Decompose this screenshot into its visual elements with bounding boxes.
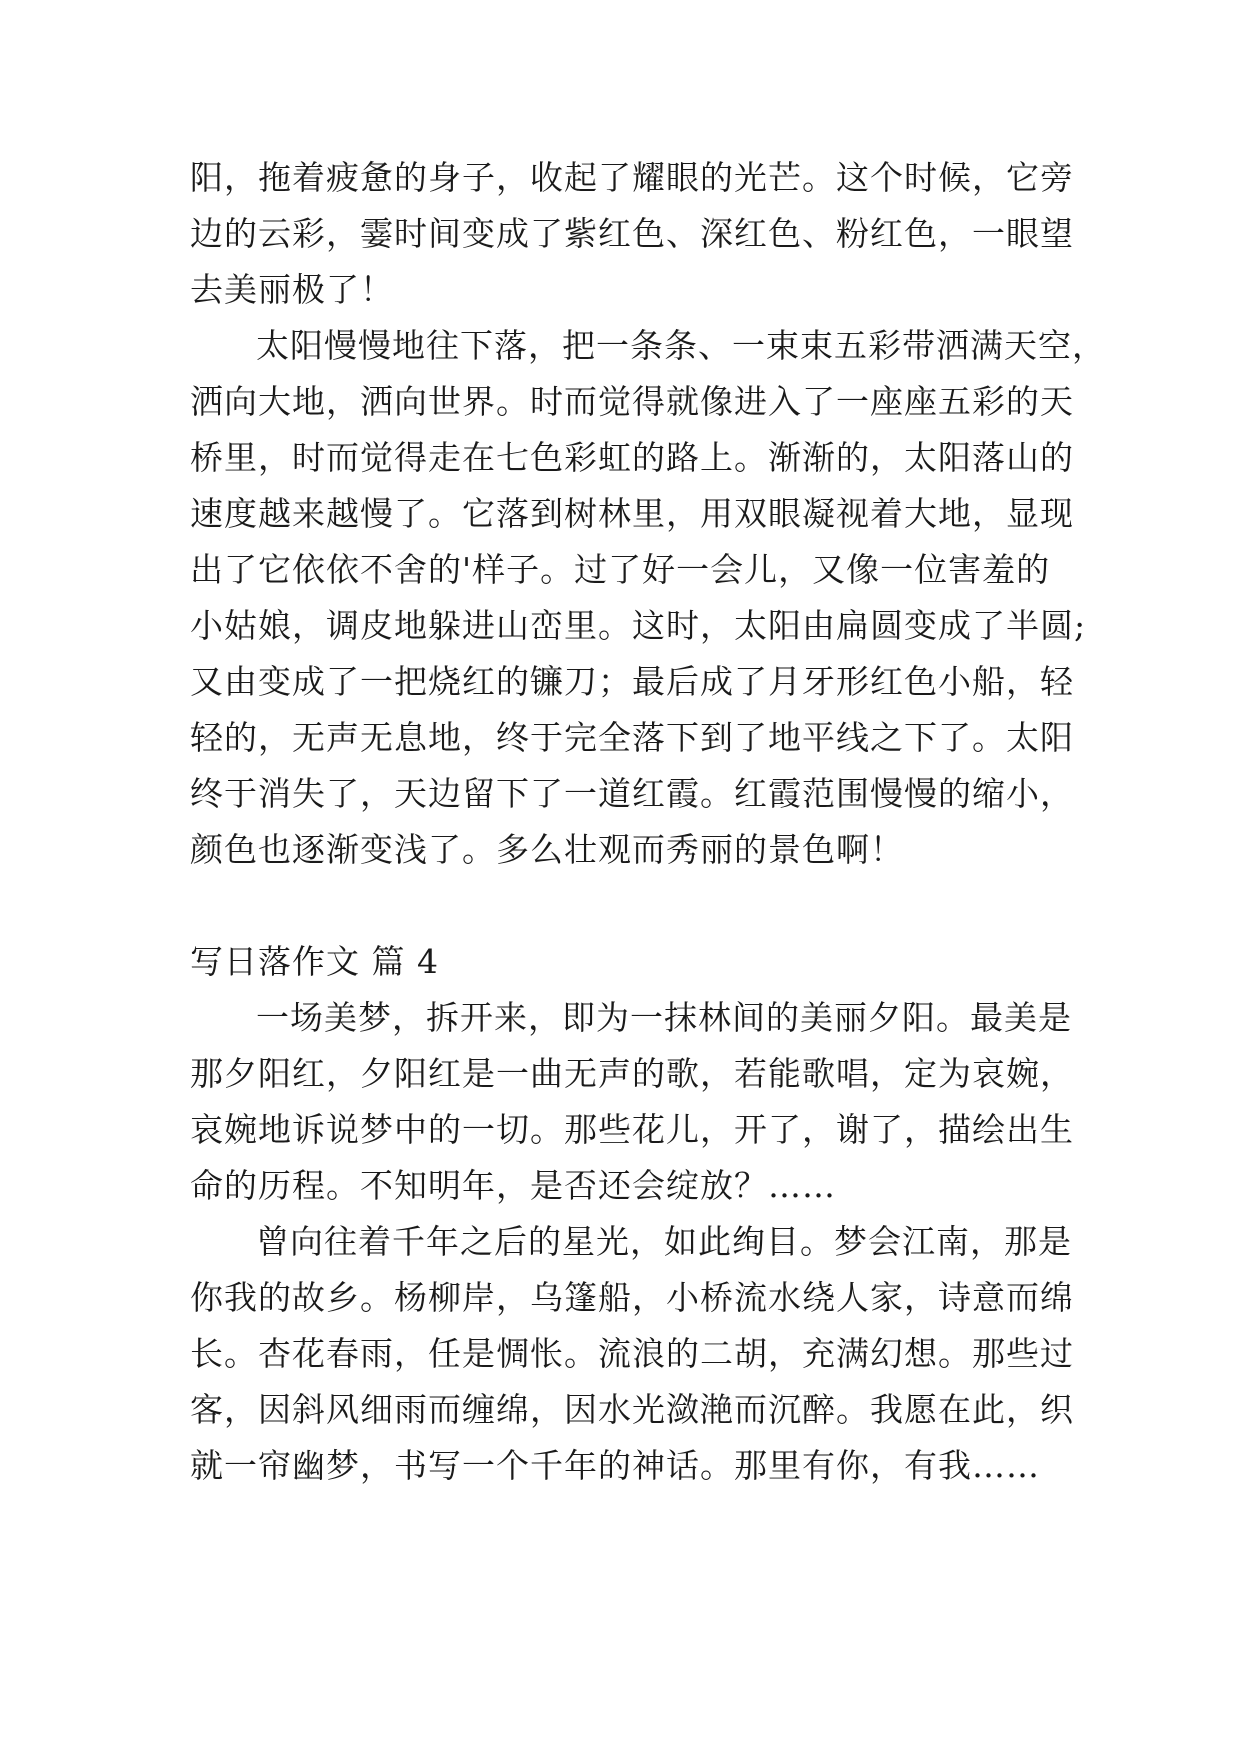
paragraph-sun-setting xyxy=(190,318,1106,878)
text-line: 曾向往着千年之后的星光，如此绚目。梦会江南，那是 xyxy=(256,1222,1072,1261)
paragraph-dream-sunset xyxy=(190,990,1074,1214)
text-line: 轻的，无声无息地，终于完全落下到了地平线之下了。太阳 xyxy=(190,718,1074,757)
text-line: 小姑娘，调皮地躲进山峦里。这时，太阳由扁圆变成了半圆; xyxy=(190,606,1087,645)
text-line: 又由变成了一把烧红的镰刀；最后成了月牙形红色小船，轻 xyxy=(190,662,1074,701)
text-line: 边的云彩，霎时间变成了紫红色、深红色、粉红色，一眼望 xyxy=(190,214,1074,253)
text-line: 速度越来越慢了。它落到树林里，用双眼凝视着大地，显现 xyxy=(190,494,1074,533)
text-line: 命的历程。不知明年，是否还会绽放？…… xyxy=(190,1166,836,1205)
text-line: 哀婉地诉说梦中的一切。那些花儿，开了，谢了，描绘出生 xyxy=(190,1110,1074,1149)
text-line: 颜色也逐渐变浅了。多么壮观而秀丽的景色啊！ xyxy=(190,830,904,869)
document-page xyxy=(190,150,1106,1494)
text-line: 桥里，时而觉得走在七色彩虹的路上。渐渐的，太阳落山的 xyxy=(190,438,1074,477)
text-line: 去美丽极了！ xyxy=(190,270,394,309)
text-line: 洒向大地，洒向世界。时而觉得就像进入了一座座五彩的天 xyxy=(190,382,1074,421)
text-line: 就一帘幽梦，书写一个千年的神话。那里有你，有我…… xyxy=(190,1446,1040,1485)
text-line: 出了它依依不舍的'样子。过了好一会儿，又像一位害羞的 xyxy=(190,550,1051,589)
section-heading: 写日落作文 篇 4 xyxy=(190,942,439,981)
text-line: 终于消失了，天边留下了一道红霞。红霞范围慢慢的缩小， xyxy=(190,774,1074,813)
text-line: 那夕阳红，夕阳红是一曲无声的歌，若能歌唱，定为哀婉， xyxy=(190,1054,1074,1093)
text-line: 一场美梦，拆开来，即为一抹林间的美丽夕阳。最美是 xyxy=(256,998,1072,1037)
text-line: 你我的故乡。杨柳岸，乌篷船，小桥流水绕人家，诗意而绵 xyxy=(190,1278,1074,1317)
text-line: 阳，拖着疲惫的身子，收起了耀眼的光芒。这个时候，它旁 xyxy=(190,158,1074,197)
section-gap xyxy=(190,878,1070,934)
text-line: 太阳慢慢地往下落，把一条条、一束束五彩带洒满天空， xyxy=(256,326,1106,365)
paragraph-sunset-colors xyxy=(190,150,1074,318)
text-line: 客，因斜风细雨而缠绵，因水光潋滟而沉醉。我愿在此，织 xyxy=(190,1390,1074,1429)
paragraph-jiangnan-dream xyxy=(190,1214,1074,1494)
text-line: 长。杏花春雨，任是惆怅。流浪的二胡，充满幻想。那些过 xyxy=(190,1334,1074,1373)
